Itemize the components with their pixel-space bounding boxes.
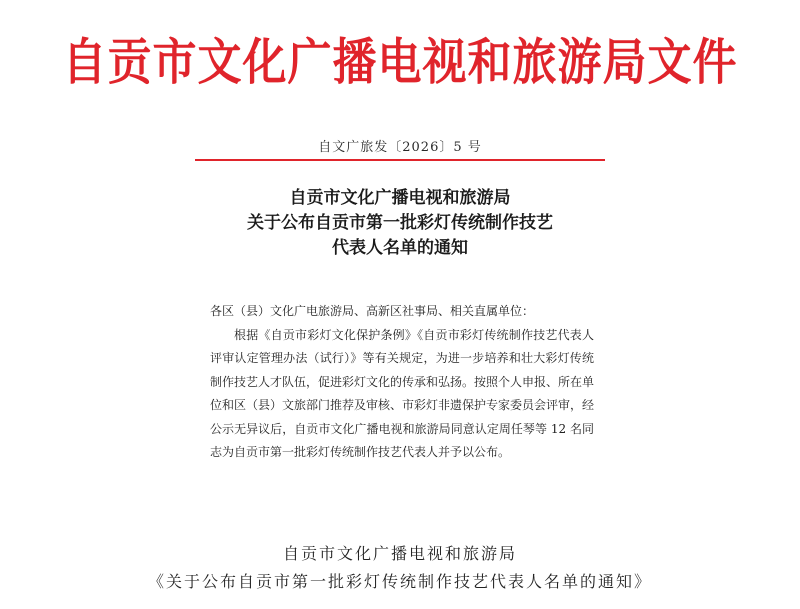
caption-line-1: 自贡市文化广播电视和旅游局 <box>282 544 517 563</box>
document-title <box>0 186 800 261</box>
caption-line-2: 《关于公布自贡市第一批彩灯传统制作技艺代表人名单的通知》 <box>147 572 652 591</box>
image-caption <box>0 540 800 596</box>
document-red-header: 自贡市文化广播电视和旅游局文件 <box>62 34 738 92</box>
body-paragraph: 根据《自贡市彩灯文化保护条例》《自贡市彩灯传统制作技艺代表人评审认定管理办法（试行）》等有关规定，为进一步培养和壮大彩灯传统制作技艺人才队伍，促进彩灯文化的传承和弘扬。按照个人申报、所在单位和区（县）文旅部门推荐及审核、市彩灯非遗保护专家委员会评审，经公示无异议后，自贡市文化广播电视和旅游局同意认定周任琴等 12 名同志为自贡市第一批彩灯传统制作技艺代表人并予以公布。 <box>210 327 595 459</box>
title-line-2: 关于公布自贡市第一批彩灯传统制作技艺 <box>247 213 553 233</box>
document-number: 自文广旅发〔2026〕5 号 <box>318 140 482 155</box>
title-line-1: 自贡市文化广播电视和旅游局 <box>289 188 511 208</box>
salutation: 各区（县）文化广电旅游局、高新区社事局、相关直属单位： <box>210 304 535 318</box>
red-divider-line <box>195 159 605 161</box>
document-body <box>210 300 594 465</box>
title-line-3: 代表人名单的通知 <box>332 238 468 258</box>
